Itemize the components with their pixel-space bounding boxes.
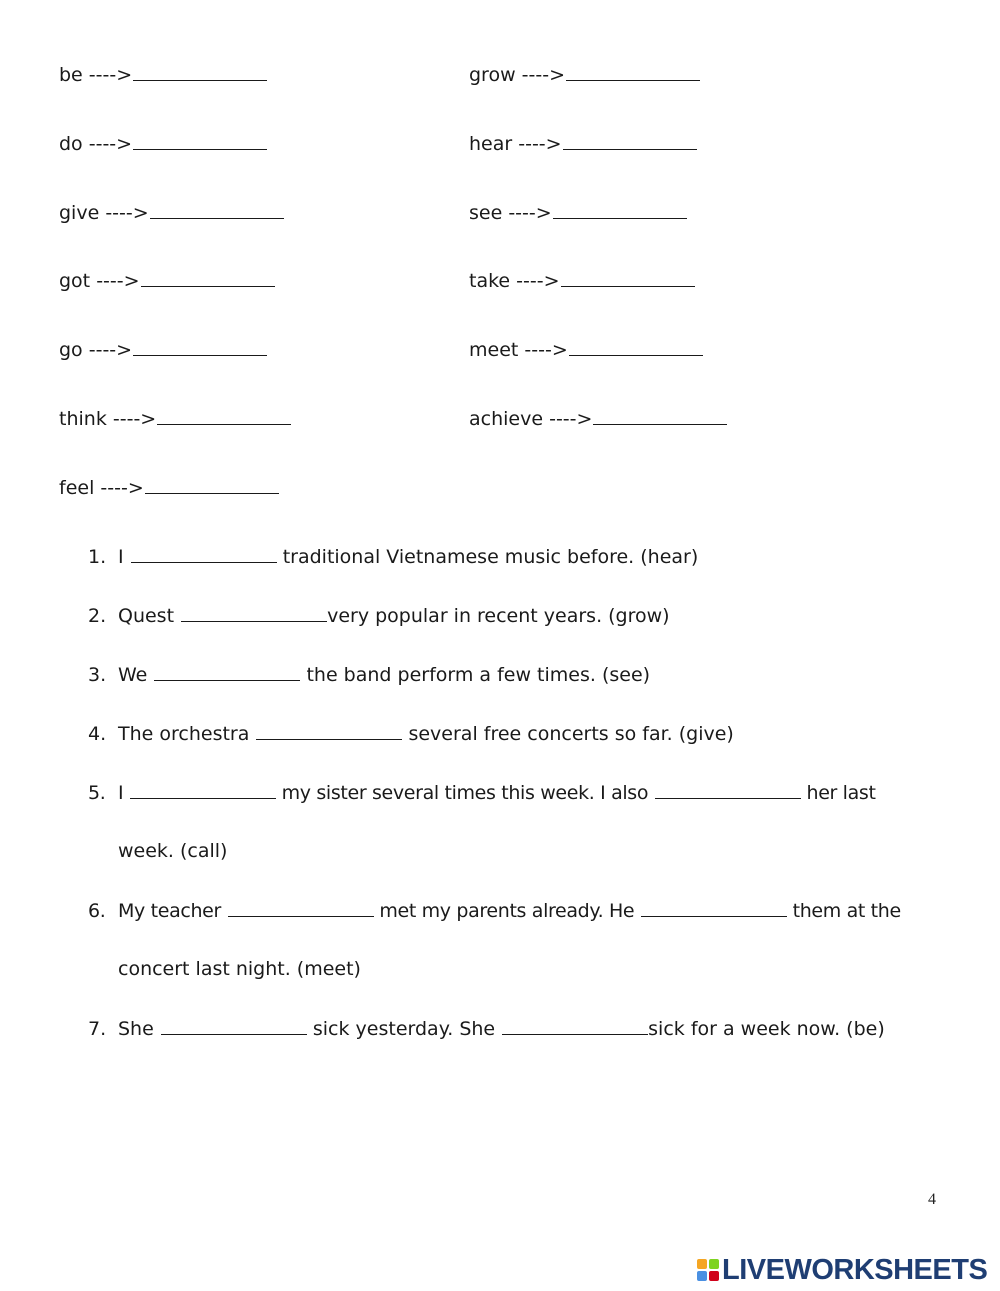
sentence-4	[88, 721, 734, 746]
verb-grow	[469, 62, 700, 87]
verb-word: think	[59, 408, 107, 430]
logo-block	[709, 1271, 719, 1281]
arrow: ---->	[521, 64, 566, 86]
arrow: ---->	[508, 202, 552, 224]
sentence-number: 7.	[88, 1018, 107, 1040]
sentence-text: the band perform a few times. (see)	[300, 664, 651, 686]
sentence-3	[88, 662, 650, 687]
sentence-text: I	[118, 782, 129, 804]
logo-block	[697, 1271, 707, 1281]
sentence-text: We	[118, 664, 154, 686]
answer-blank[interactable]	[256, 721, 402, 740]
verb-word: do	[59, 133, 83, 155]
sentence-number: 6.	[88, 900, 106, 922]
verb-achieve	[469, 406, 727, 431]
verb-give	[59, 200, 284, 225]
answer-blank[interactable]	[181, 603, 327, 622]
answer-blank[interactable]	[145, 475, 279, 494]
sentence-text: I	[118, 546, 130, 568]
answer-blank[interactable]	[133, 62, 267, 81]
answer-blank[interactable]	[130, 780, 276, 799]
answer-blank[interactable]	[228, 898, 374, 917]
logo-blocks-icon	[697, 1259, 719, 1281]
logo-block	[709, 1259, 719, 1269]
verb-go	[59, 337, 267, 362]
verb-word: achieve	[469, 408, 544, 430]
liveworksheets-logo	[697, 1253, 987, 1287]
answer-blank[interactable]	[141, 268, 275, 287]
verb-word: take	[469, 270, 511, 292]
sentence-text: sick yesterday. She	[306, 1018, 502, 1040]
verb-word: hear	[469, 133, 513, 155]
verb-word: go	[59, 339, 83, 361]
arrow: ---->	[88, 133, 133, 155]
logo-block	[697, 1259, 707, 1269]
verb-word: see	[469, 202, 503, 224]
verb-got	[59, 268, 275, 293]
sentence-6-continued: concert last night. (meet)	[118, 958, 361, 980]
verb-word: got	[59, 270, 91, 292]
answer-blank[interactable]	[569, 337, 703, 356]
verb-word: be	[59, 64, 83, 86]
answer-blank[interactable]	[553, 200, 687, 219]
verb-hear	[469, 131, 697, 156]
sentence-text: very popular in recent years. (grow)	[327, 605, 670, 627]
answer-blank[interactable]	[157, 406, 291, 425]
verb-word: feel	[59, 477, 95, 499]
arrow: ---->	[96, 270, 140, 292]
answer-blank[interactable]	[563, 131, 697, 150]
sentence-text: my sister several times this week. I also	[275, 782, 654, 804]
sentence-text: My teacher	[118, 900, 227, 922]
answer-blank[interactable]	[561, 268, 695, 287]
answer-blank[interactable]	[566, 62, 700, 81]
verb-meet	[469, 337, 703, 362]
sentence-1	[88, 544, 698, 569]
sentence-6	[88, 898, 901, 923]
sentence-text: traditional Vietnamese music before. (hear)	[276, 546, 699, 568]
verb-word: meet	[469, 339, 519, 361]
answer-blank[interactable]	[154, 662, 300, 681]
sentence-text: met my parents already. He	[373, 900, 640, 922]
sentence-text: her last	[800, 782, 876, 804]
answer-blank[interactable]	[150, 200, 284, 219]
answer-blank[interactable]	[133, 131, 267, 150]
answer-blank[interactable]	[641, 898, 787, 917]
sentence-number: 3.	[88, 664, 107, 686]
logo-text: LIVEWORKSHEETS	[722, 1253, 988, 1286]
sentence-text: them at the	[786, 900, 901, 922]
sentence-number: 4.	[88, 723, 107, 745]
verb-word: give	[59, 202, 100, 224]
answer-blank[interactable]	[593, 406, 727, 425]
arrow: ---->	[88, 339, 133, 361]
verb-take	[469, 268, 695, 293]
sentence-text: She	[118, 1018, 160, 1040]
page-number: 4	[928, 1191, 936, 1208]
arrow: ---->	[524, 339, 568, 361]
sentence-number: 1.	[88, 546, 107, 568]
verb-feel	[59, 475, 279, 500]
sentence-text: sick for a week now. (be)	[648, 1018, 885, 1040]
sentence-text: The orchestra	[118, 723, 256, 745]
sentence-number: 5.	[88, 782, 106, 804]
answer-blank[interactable]	[131, 544, 277, 563]
verb-think	[59, 406, 291, 431]
arrow: ---->	[88, 64, 133, 86]
arrow: ---->	[100, 477, 144, 499]
arrow: ---->	[518, 133, 562, 155]
answer-blank[interactable]	[133, 337, 267, 356]
answer-blank[interactable]	[655, 780, 801, 799]
arrow: ---->	[105, 202, 149, 224]
sentence-2	[88, 603, 670, 628]
sentence-number: 2.	[88, 605, 107, 627]
verb-see	[469, 200, 687, 225]
sentence-text: Quest	[118, 605, 181, 627]
answer-blank[interactable]	[502, 1016, 648, 1035]
verb-do	[59, 131, 267, 156]
verb-word: grow	[469, 64, 516, 86]
verb-be	[59, 62, 267, 87]
answer-blank[interactable]	[161, 1016, 307, 1035]
arrow: ---->	[549, 408, 593, 430]
arrow: ---->	[516, 270, 560, 292]
arrow: ---->	[112, 408, 157, 430]
sentence-7	[88, 1016, 885, 1041]
sentence-5-continued: week. (call)	[118, 840, 228, 862]
sentence-text: several free concerts so far. (give)	[402, 723, 734, 745]
sentence-5	[88, 780, 876, 805]
